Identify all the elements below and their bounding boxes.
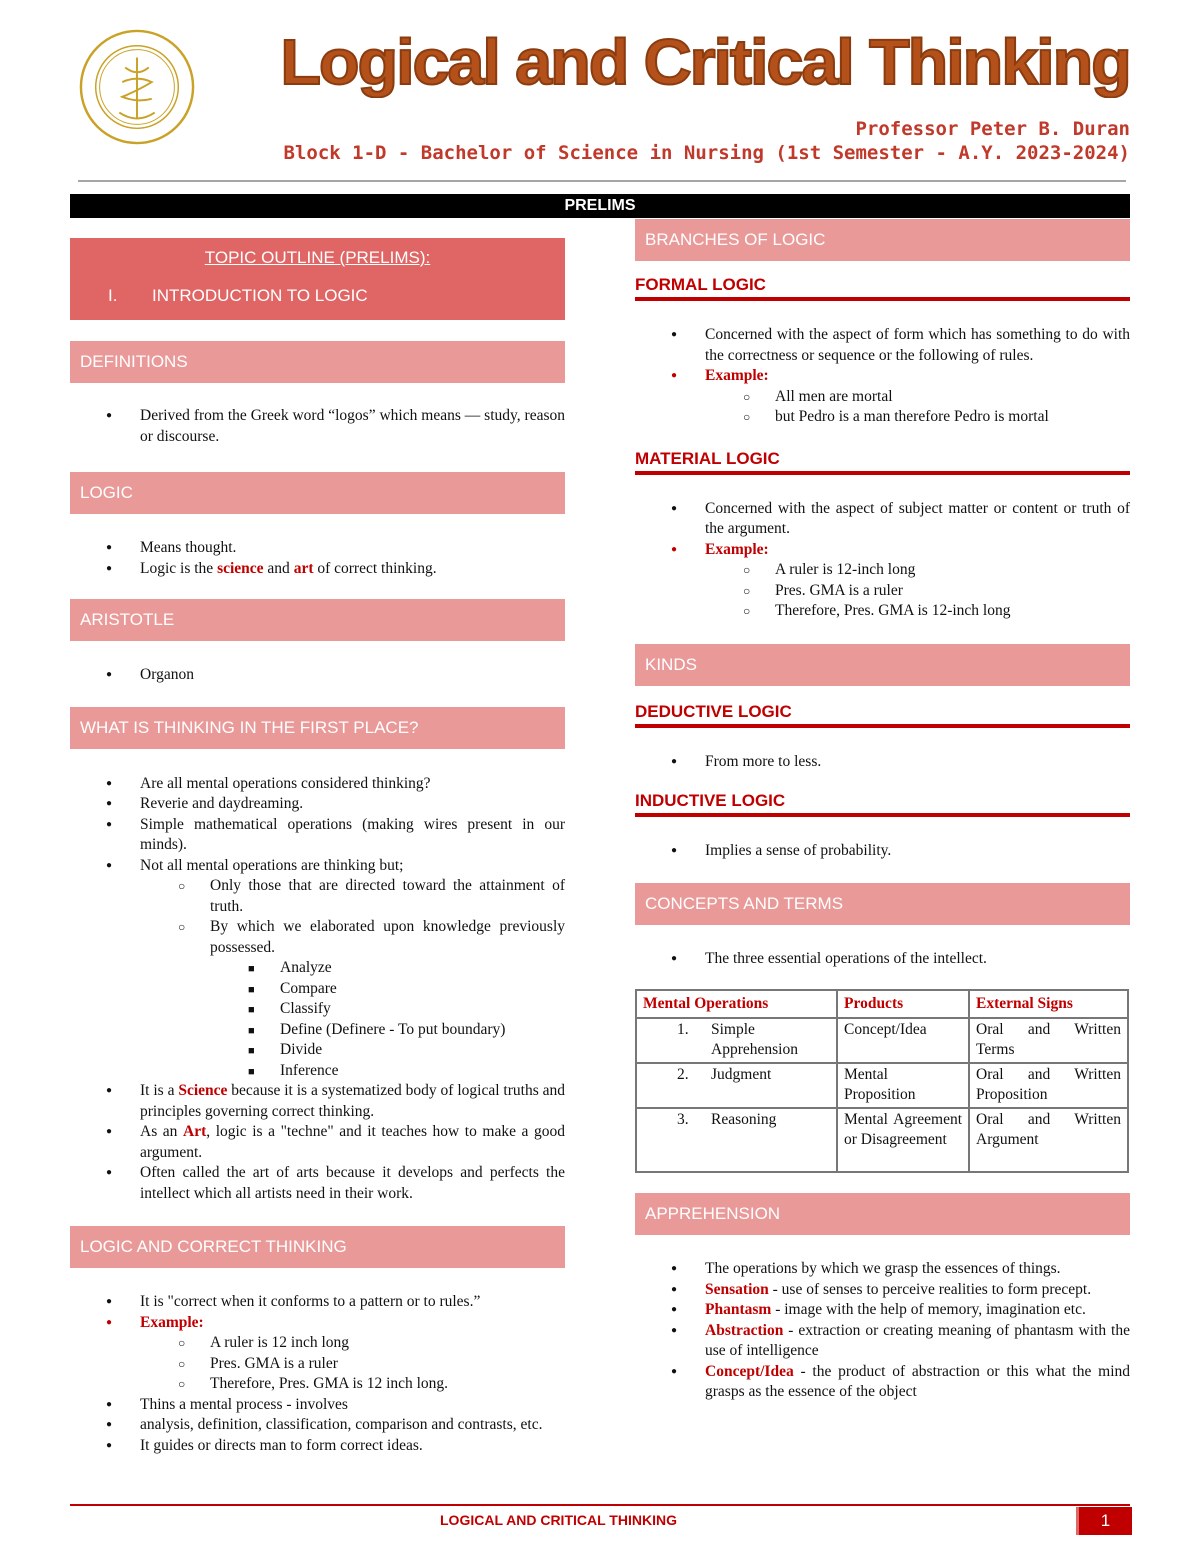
outline-item-label: INTRODUCTION TO LOGIC <box>152 286 368 305</box>
document-title: Logical and Critical Thinking <box>280 26 1130 98</box>
heading-logic-correct-thinking: LOGIC AND CORRECT THINKING <box>70 1226 565 1268</box>
sub-list <box>705 560 1130 622</box>
table-cell: Concept/Idea <box>837 1018 969 1063</box>
list-item: ● Example: ○ A ruler is 12 inch long ○ Pres. GMA is a ruler ○ Therefore, Pres. GMA is 12 inch long. <box>70 1313 565 1395</box>
table-header-row <box>636 990 1128 1018</box>
list-item: ● It is "correct when it conforms to a pattern or to rules.” <box>70 1292 565 1313</box>
table-cell: Oral and Written Proposition <box>969 1063 1128 1108</box>
footer-divider <box>70 1504 1130 1506</box>
heading-formal-logic: FORMAL LOGIC <box>635 275 1130 301</box>
material-logic-list <box>635 499 1130 622</box>
aristotle-list <box>70 665 565 686</box>
inductive-logic-list <box>635 841 1130 862</box>
list-item: ● Thins a mental process - involves <box>70 1395 565 1416</box>
list-item: ● Abstraction - extraction or creating meaning of phantasm with the use of intelligence <box>635 1321 1130 1362</box>
list-item: ○ All men are mortal <box>705 387 1130 408</box>
list-item: ■ Classify <box>210 999 565 1020</box>
table-cell: 1. Simple Apprehension <box>636 1018 837 1063</box>
deductive-logic-list <box>635 752 1130 773</box>
list-item: ● Example: ○ A ruler is 12-inch long ○ Pres. GMA is a ruler ○ Therefore, Pres. GMA is 12-inch long <box>635 540 1130 622</box>
concepts-list <box>635 949 1130 970</box>
list-item: ● Often called the art of arts because it develops and perfects the intellect which all artists need in their work. <box>70 1163 565 1204</box>
list-item: ● The three essential operations of the intellect. <box>635 949 1130 970</box>
sub-sub-list <box>210 958 565 1081</box>
apprehension-list <box>635 1259 1130 1403</box>
heading-apprehension: APPREHENSION <box>635 1193 1130 1235</box>
professor-name: Professor Peter B. Duran <box>855 118 1130 140</box>
correct-thinking-list <box>70 1292 565 1456</box>
table-row <box>636 1018 1128 1063</box>
list-item: ● Concerned with the aspect of subject matter or content or truth of the argument. <box>635 499 1130 540</box>
heading-deductive-logic: DEDUCTIVE LOGIC <box>635 702 1130 728</box>
list-item: ● Phantasm - image with the help of memory, imagination etc. <box>635 1300 1130 1321</box>
list-item: ○ Pres. GMA is a ruler <box>140 1354 565 1375</box>
list-item: ● Means thought. <box>70 538 565 559</box>
heading-concepts-and-terms: CONCEPTS AND TERMS <box>635 883 1130 925</box>
list-item: ● analysis, definition, classification, comparison and contrasts, etc. <box>70 1415 565 1436</box>
sub-list <box>140 876 565 1081</box>
heading-aristotle: ARISTOTLE <box>70 599 565 641</box>
heading-branches-of-logic: BRANCHES OF LOGIC <box>635 219 1130 261</box>
list-item: ○ Therefore, Pres. GMA is 12 inch long. <box>140 1374 565 1395</box>
column-header: External Signs <box>969 990 1128 1018</box>
table-cell: 2. Judgment <box>636 1063 837 1108</box>
list-item: ● Reverie and daydreaming. <box>70 794 565 815</box>
list-item: ● Sensation - use of senses to perceive realities to form precept. <box>635 1280 1130 1301</box>
column-header: Products <box>837 990 969 1018</box>
heading-what-is-thinking: WHAT IS THINKING IN THE FIRST PLACE? <box>70 707 565 749</box>
list-item: ○ Only those that are directed toward the attainment of truth. <box>140 876 565 917</box>
list-item: ● Organon <box>70 665 565 686</box>
list-item: ■ Compare <box>210 979 565 1000</box>
topic-outline-box <box>70 238 565 320</box>
definitions-list <box>70 406 565 447</box>
list-item: ● Simple mathematical operations (making wires present in our minds). <box>70 815 565 856</box>
list-item: ● From more to less. <box>635 752 1130 773</box>
section-bar-prelims: PRELIMS <box>70 194 1130 218</box>
sub-list <box>705 387 1130 428</box>
right-column <box>635 222 1130 1403</box>
mental-operations-table <box>635 989 1129 1173</box>
list-item: ● Concept/Idea - the product of abstraction or this what the mind grasps as the essence of the object <box>635 1362 1130 1403</box>
list-item: ○ A ruler is 12 inch long <box>140 1333 565 1354</box>
list-item: ● Logic is the science and art of correct thinking. <box>70 559 565 580</box>
table-cell: Mental Agreement or Disagreement <box>837 1108 969 1172</box>
list-item: ○ Therefore, Pres. GMA is 12-inch long <box>705 601 1130 622</box>
list-item: ○ A ruler is 12-inch long <box>705 560 1130 581</box>
footer-title: LOGICAL AND CRITICAL THINKING <box>440 1512 677 1528</box>
heading-material-logic: MATERIAL LOGIC <box>635 449 1130 475</box>
school-seal-logo <box>78 28 196 146</box>
table-row <box>636 1063 1128 1108</box>
list-item: ● Example: ○ All men are mortal ○ but Pedro is a man therefore Pedro is mortal <box>635 366 1130 428</box>
sub-list <box>140 1333 565 1395</box>
list-item: ■ Analyze <box>210 958 565 979</box>
list-item: ● As an Art, logic is a "techne" and it teaches how to make a good argument. <box>70 1122 565 1163</box>
list-item: ● The operations by which we grasp the essences of things. <box>635 1259 1130 1280</box>
list-item: ○ Pres. GMA is a ruler <box>705 581 1130 602</box>
list-item: ● Implies a sense of probability. <box>635 841 1130 862</box>
outline-item-number: I. <box>108 286 118 305</box>
list-item: ■ Inference <box>210 1061 565 1082</box>
list-item: ● It is a Science because it is a systematized body of logical truths and principles governing correct thinking. <box>70 1081 565 1122</box>
list-item: ● Concerned with the aspect of form which has something to do with the correctness or sequence or the following of rules. <box>635 325 1130 366</box>
heading-kinds: KINDS <box>635 644 1130 686</box>
topic-outline-item <box>70 286 565 306</box>
heading-definitions: DEFINITIONS <box>70 341 565 383</box>
table-cell: 3. Reasoning <box>636 1108 837 1172</box>
list-item: ● Derived from the Greek word “logos” which means — study, reason or discourse. <box>70 406 565 447</box>
heading-logic: LOGIC <box>70 472 565 514</box>
column-header: Mental Operations <box>636 990 837 1018</box>
topic-outline-title: TOPIC OUTLINE (PRELIMS): <box>204 248 431 267</box>
logic-list <box>70 538 565 579</box>
table-row <box>636 1108 1128 1172</box>
block-course-info: Block 1-D - Bachelor of Science in Nursing (1st Semester - A.Y. 2023-2024) <box>283 142 1130 164</box>
list-item: ● Are all mental operations considered thinking? <box>70 774 565 795</box>
formal-logic-list <box>635 325 1130 428</box>
list-item: ● Not all mental operations are thinking but; ○ Only those that are directed toward the attainment of truth. ○ By which we elaborated upon knowledge previously possessed. ■ Analyze ■ Compare ■ Classify ■ Define (Definere - To put boundary) ■ Divide ■ Inference <box>70 856 565 1082</box>
table-cell: Oral and Written Terms <box>969 1018 1128 1063</box>
heading-inductive-logic: INDUCTIVE LOGIC <box>635 791 1130 817</box>
list-item: ■ Define (Definere - To put boundary) <box>210 1020 565 1041</box>
table-cell: Mental Proposition <box>837 1063 969 1108</box>
left-column <box>70 222 565 1456</box>
thinking-list <box>70 774 565 1205</box>
header-divider <box>78 180 1126 182</box>
list-item: ■ Divide <box>210 1040 565 1061</box>
list-item: ● It guides or directs man to form correct ideas. <box>70 1436 565 1457</box>
list-item: ○ By which we elaborated upon knowledge previously possessed. ■ Analyze ■ Compare ■ Classify ■ Define (Definere - To put boundary) ■ Divide ■ Inference <box>140 917 565 1081</box>
page-number: 1 <box>1076 1507 1132 1535</box>
list-item: ○ but Pedro is a man therefore Pedro is mortal <box>705 407 1130 428</box>
table-cell: Oral and Written Argument <box>969 1108 1128 1172</box>
